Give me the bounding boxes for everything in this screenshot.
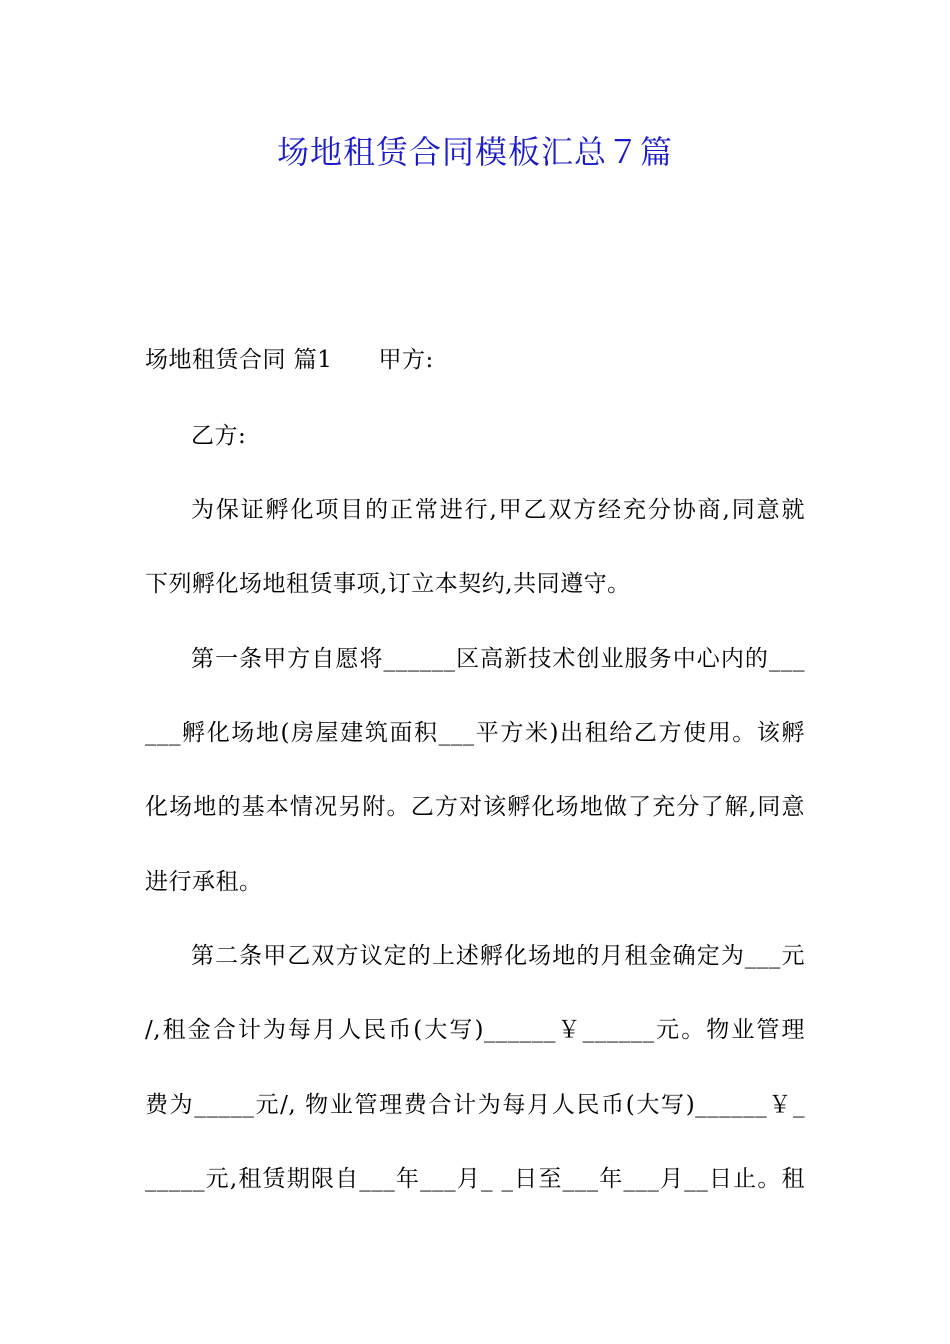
party-b-label: 乙方:: [191, 423, 247, 449]
section-heading: 场地租赁合同 篇1: [145, 347, 333, 373]
paragraph-line: 为保证孵化项目的正常进行,甲乙双方经充分协商,同意就: [191, 497, 805, 523]
paragraph-line: 进行承租。: [145, 869, 263, 895]
party-a-label: 甲方:: [378, 347, 434, 373]
paragraph-line: 化场地的基本情况另附。乙方对该孵化场地做了充分了解,同意: [145, 794, 805, 820]
paragraph-line: 第二条甲乙双方议定的上述孵化场地的月租金确定为___元: [191, 943, 805, 969]
paragraph-line: 费为_____元/, 物业管理费合计为每月人民币(大写)______￥_: [145, 1092, 805, 1118]
paragraph-line: 第一条甲方自愿将______区高新技术创业服务中心内的___: [191, 646, 805, 672]
document-title: 场地租赁合同模板汇总７篇: [276, 133, 673, 171]
paragraph-line: ___孵化场地(房屋建筑面积___平方米)出租给乙方使用。该孵: [145, 720, 805, 746]
paragraph-line: /,租金合计为每月人民币(大写)______￥______元。物业管理: [145, 1017, 805, 1043]
paragraph-line: _____元,租赁期限自___年___月_ _日至___年___月__日止。租: [145, 1166, 805, 1192]
paragraph-line: 下列孵化场地租赁事项,订立本契约,共同遵守。: [145, 571, 631, 597]
section-heading-line: [145, 342, 805, 378]
